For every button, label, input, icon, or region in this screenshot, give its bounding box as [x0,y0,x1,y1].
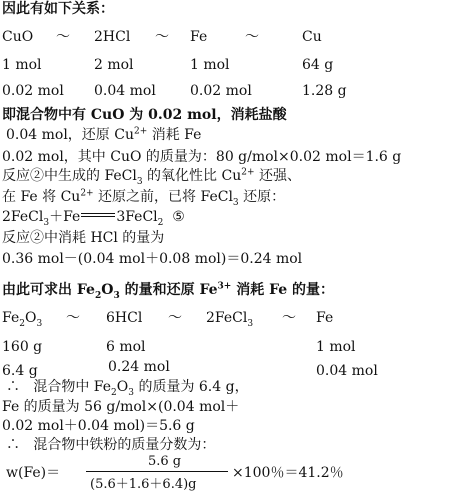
t1-r3-c2: 0.04 mol [94,83,156,99]
para4-line: 由此可求出 $Fe_2O_3$ 的量和还原 $Fe^{3+}$ 消耗 Fe 的量： [2,281,335,301]
t2-r3-c1: 6.4 g [2,363,38,379]
t1-tilde-1: ～ [56,29,70,45]
t2-r4-c4: 0.04 mol [316,363,378,379]
intro-line: 因此有如下关系： [2,1,114,17]
t1-r2-c4: 64 g [302,57,334,73]
t2-hcl: 6HCl [106,310,143,326]
para6-line: ∴ 混合物中铁粉的质量分数为： [6,437,216,453]
para1-line3: 0.02 mol，其中 CuO 的质量为：80 g/mol×0.02 mol＝1.6 g [2,149,402,165]
t1-fe: Fe [190,29,208,45]
equals-arrow [81,213,115,217]
para5-line2: Fe 的质量为 56 g/mol×(0.04 mol＋ [2,399,240,415]
t2-tilde-3: ～ [282,310,296,326]
formula-numerator: 5.6 g [148,454,182,469]
para1-line2: 0.04 mol，还原 $Cu^{2+}$ 消耗 Fe [6,126,202,143]
t2-fecl3: 2FeCl$_3$ [206,310,254,329]
t2-fe: Fe [316,310,334,326]
t1-r3-c1: 0.02 mol [2,83,64,99]
t1-cuo: CuO [2,29,34,45]
para3-line1: 反应②中消耗 HCl 的量为 [2,230,165,246]
t2-r2-c2: 6 mol [106,339,146,355]
t1-r2-c2: 2 mol [94,57,134,73]
t2-fe2o3: $Fe_2O_3$ [2,310,43,329]
para5-line1: ∴ 混合物中 $Fe_2O_3$ 的质量为 6.4 g， [6,379,249,398]
t1-r2-c1: 1 mol [2,57,42,73]
t2-r2-c4: 1 mol [316,339,356,355]
formula-denominator: (5.6＋1.6＋6.4)g [90,477,197,492]
t2-tilde-1: ～ [66,310,80,326]
t1-tilde-3: ～ [245,29,259,45]
t1-r3-c3: 0.02 mol [190,83,252,99]
t1-cu: Cu [302,29,322,45]
t2-r2-c1: 160 g [2,339,43,355]
t2-r3-c2: 0.24 mol [108,359,170,375]
t2-tilde-2: ～ [168,310,182,326]
formula-rhs: ×100％＝41.2％ [232,465,344,481]
t1-tilde-2: ～ [155,29,169,45]
para5-line3: 0.02 mol＋0.04 mol)＝5.6 g [2,418,195,434]
t1-r3-c4: 1.28 g [302,83,347,99]
t1-r2-c3: 1 mol [190,57,230,73]
para1-line1: 即混合物中有 CuO 为 0.02 mol，消耗盐酸 [2,107,287,123]
fraction-bar [86,471,228,472]
para3-line2: 0.36 mol－(0.04 mol＋0.08 mol)＝0.24 mol [2,251,303,267]
t1-hcl: 2HCl [94,29,131,45]
para2-line1: 反应②中生成的 FeCl$_3$ 的氧化性比 $Cu^{2+}$ 还强、 [2,167,301,187]
formula-lhs: w(Fe)＝ [6,465,61,481]
para2-line2: 在 Fe 将 $Cu^{2+}$ 还原之前，已将 FeCl$_3$ 还原： [2,188,286,208]
equation-5: 2FeCl$_3$＋Fe 3FeCl$_2$ ⑤ [2,209,185,228]
